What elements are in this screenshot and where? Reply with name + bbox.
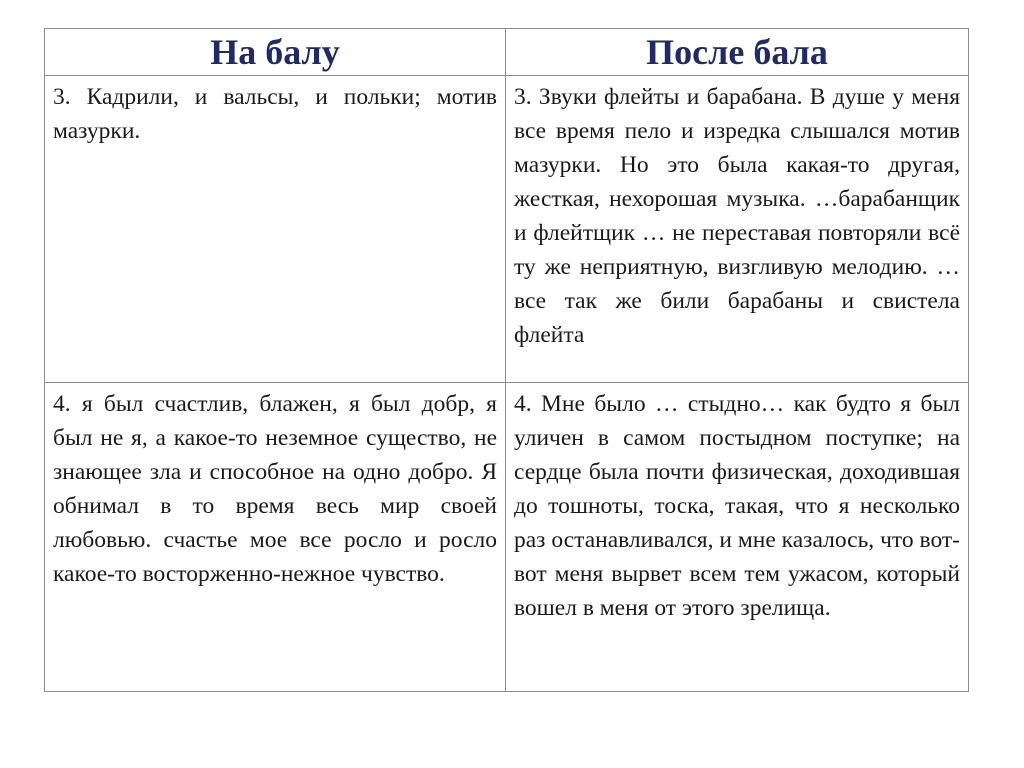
cell-at-ball-music bbox=[45, 76, 506, 383]
header-at-ball: На балу bbox=[45, 29, 506, 76]
table-row bbox=[45, 76, 969, 383]
comparison-table bbox=[44, 28, 969, 692]
cell-after-ball-music bbox=[506, 76, 969, 383]
cell-text: 3. Кадрили, и вальсы, и польки; мотив мазурки. bbox=[53, 84, 497, 144]
cell-text: 4. я был счастлив, блажен, я был добр, я был не я, а какое-то неземное существо, не знающее зла и способное на одно добро. Я обнимал в то время весь мир своей любовью. счастье мое все росло и росло какое-то восторженно-нежное чувство. bbox=[53, 391, 497, 587]
table-header bbox=[45, 29, 969, 76]
cell-text: 3. Звуки флейты и барабана. В душе у меня все время пело и изредка слышался мотив мазурки. Но это была какая-то другая, жесткая, нехорошая музыка. …барабанщик и флейтщик … не переставая повторяли всё ту же неприятную, визгливую мелодию. …все так же били барабаны и свистела флейта bbox=[514, 84, 960, 348]
cell-after-ball-feelings bbox=[506, 383, 969, 692]
header-after-ball: После бала bbox=[506, 29, 969, 76]
table-row bbox=[45, 383, 969, 692]
header-row bbox=[45, 29, 969, 76]
cell-at-ball-feelings bbox=[45, 383, 506, 692]
table-body bbox=[45, 76, 969, 692]
cell-text: 4. Мне было … стыдно… как будто я был уличен в самом постыдном поступке; на сердце была почти физическая, доходившая до тошноты, тоска, такая, что я несколько раз останавливался, и мне казалось, что вот-вот меня вырвет всем тем ужасом, который вошел в меня от этого зрелища. bbox=[514, 391, 960, 621]
